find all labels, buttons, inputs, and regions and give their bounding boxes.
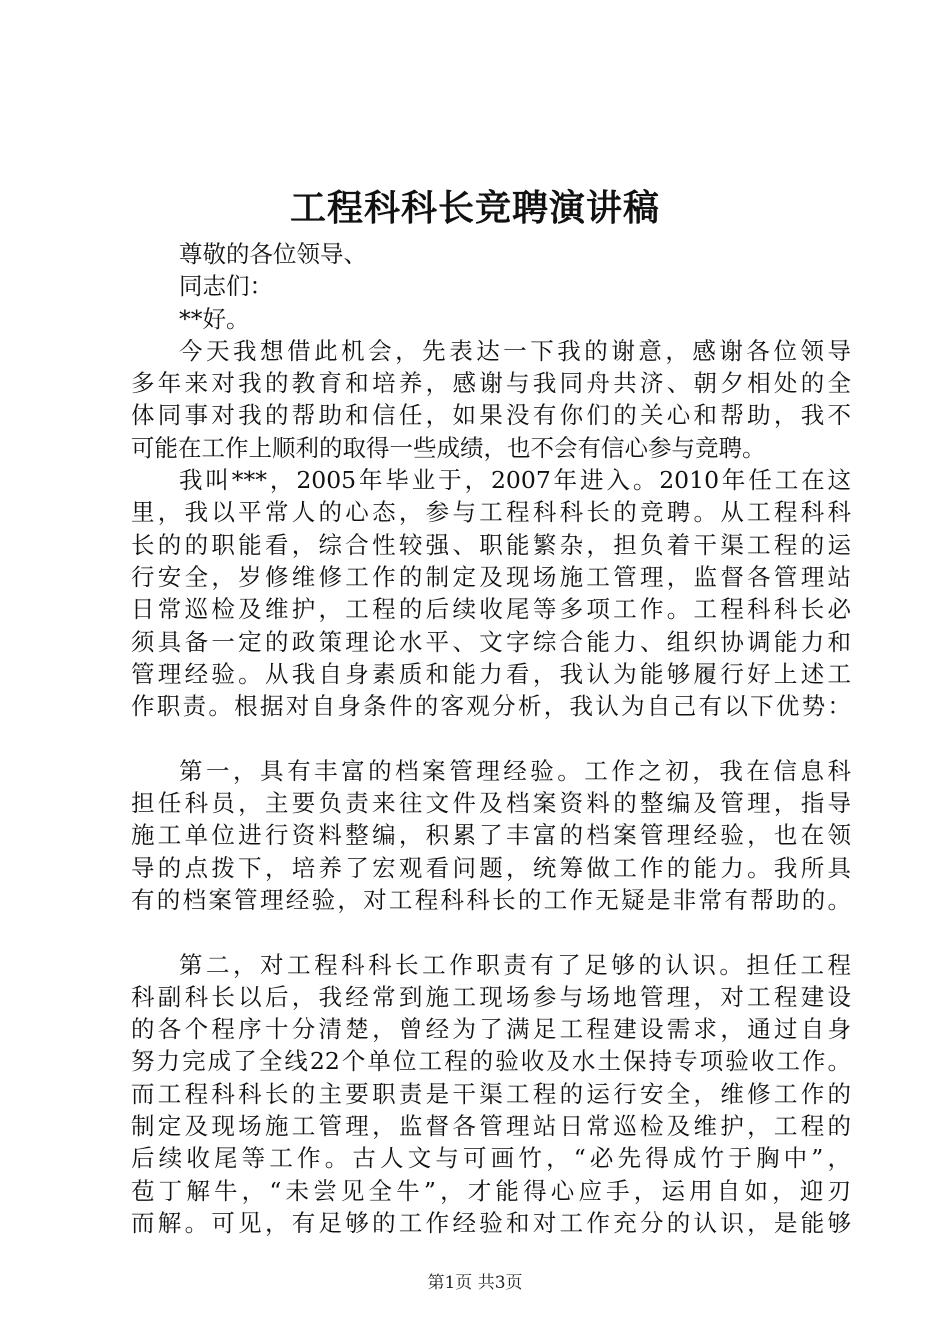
text-line: 行安全，岁修维修工作的制定及现场施工管理，监督各管理站 — [131, 562, 851, 591]
text-line: 科副科长以后，我经常到施工现场参与场地管理，对工程建设 — [131, 982, 851, 1011]
text-line: 管理经验。从我自身素质和能力看，我认为能够履行好上述工 — [131, 659, 851, 688]
text-line: 担任科员，主要负责来往文件及档案资料的整编及管理，指导 — [131, 789, 851, 818]
text-line: 今天我想借此机会，先表达一下我的谢意，感谢各位领导 — [179, 336, 851, 365]
text-line: 须具备一定的政策理论水平、文字综合能力、组织协调能力和 — [131, 627, 851, 656]
text-line: 苞丁解牛，“未尝见全牛”，才能得心应手，运用自如，迎刃 — [131, 1176, 851, 1205]
text-line: 施工单位进行资料整编，积累了丰富的档案管理经验，也在领 — [131, 821, 851, 850]
page-footer: 第1页 共3页 — [427, 1273, 523, 1293]
text-line: 而工程科科长的主要职责是干渠工程的运行安全，维修工作的 — [131, 1079, 851, 1108]
text-line: 后续收尾等工作。古人文与可画竹，“必先得成竹于胸中”， — [131, 1144, 851, 1173]
text-line: 多年来对我的教育和培养，感谢与我同舟共济、朝夕相处的全 — [131, 369, 851, 398]
text-line: 我叫***，2005年毕业于，2007年进入。2010年任工在这 — [179, 466, 851, 495]
paragraph-gap — [131, 916, 851, 948]
paragraph-gap — [131, 722, 851, 754]
text-line: 导的点拨下，培养了宏观看问题，统筹做工作的能力。我所具 — [131, 853, 851, 882]
text-line: 而解。可见，有足够的工作经验和对工作充分的认识，是能够 — [131, 1208, 851, 1237]
text-line: 里，我以平常人的心态，参与工程科科长的竞聘。从工程科科 — [131, 498, 851, 527]
text-line: 努力完成了全线22个单位工程的验收及水土保持专项验收工作。 — [131, 1047, 851, 1076]
text-line: **好。 — [179, 304, 250, 333]
document-body — [131, 238, 851, 1239]
text-line: 第一，具有丰富的档案管理经验。工作之初，我在信息科 — [179, 756, 851, 785]
text-line: 有的档案管理经验，对工程科科长的工作无疑是非常有帮助的。 — [131, 885, 851, 914]
text-line: 第二，对工程科科长工作职责有了足够的认识。担任工程 — [179, 950, 851, 979]
text-line: 的各个程序十分清楚，曾经为了满足工程建设需求，通过自身 — [131, 1015, 851, 1044]
text-line: 可能在工作上顺利的取得一些成绩，也不会有信心参与竞聘。 — [131, 433, 766, 462]
text-line: 日常巡检及维护，工程的后续收尾等多项工作。工程科科长必 — [131, 595, 851, 624]
text-line: 尊敬的各位领导、 — [179, 240, 367, 268]
text-line: 作职责。根据对自身条件的客观分析，我认为自己有以下优势： — [131, 692, 851, 721]
text-line: 制定及现场施工管理，监督各管理站日常巡检及维护，工程的 — [131, 1112, 851, 1141]
text-line: 长的的职能看，综合性较强、职能繁杂，担负着干渠工程的运 — [131, 530, 851, 559]
text-line: 体同事对我的帮助和信任，如果没有你们的关心和帮助，我不 — [131, 401, 851, 430]
page-title: 工程科科长竞聘演讲稿 — [289, 187, 660, 229]
text-line: 同志们： — [179, 272, 273, 301]
